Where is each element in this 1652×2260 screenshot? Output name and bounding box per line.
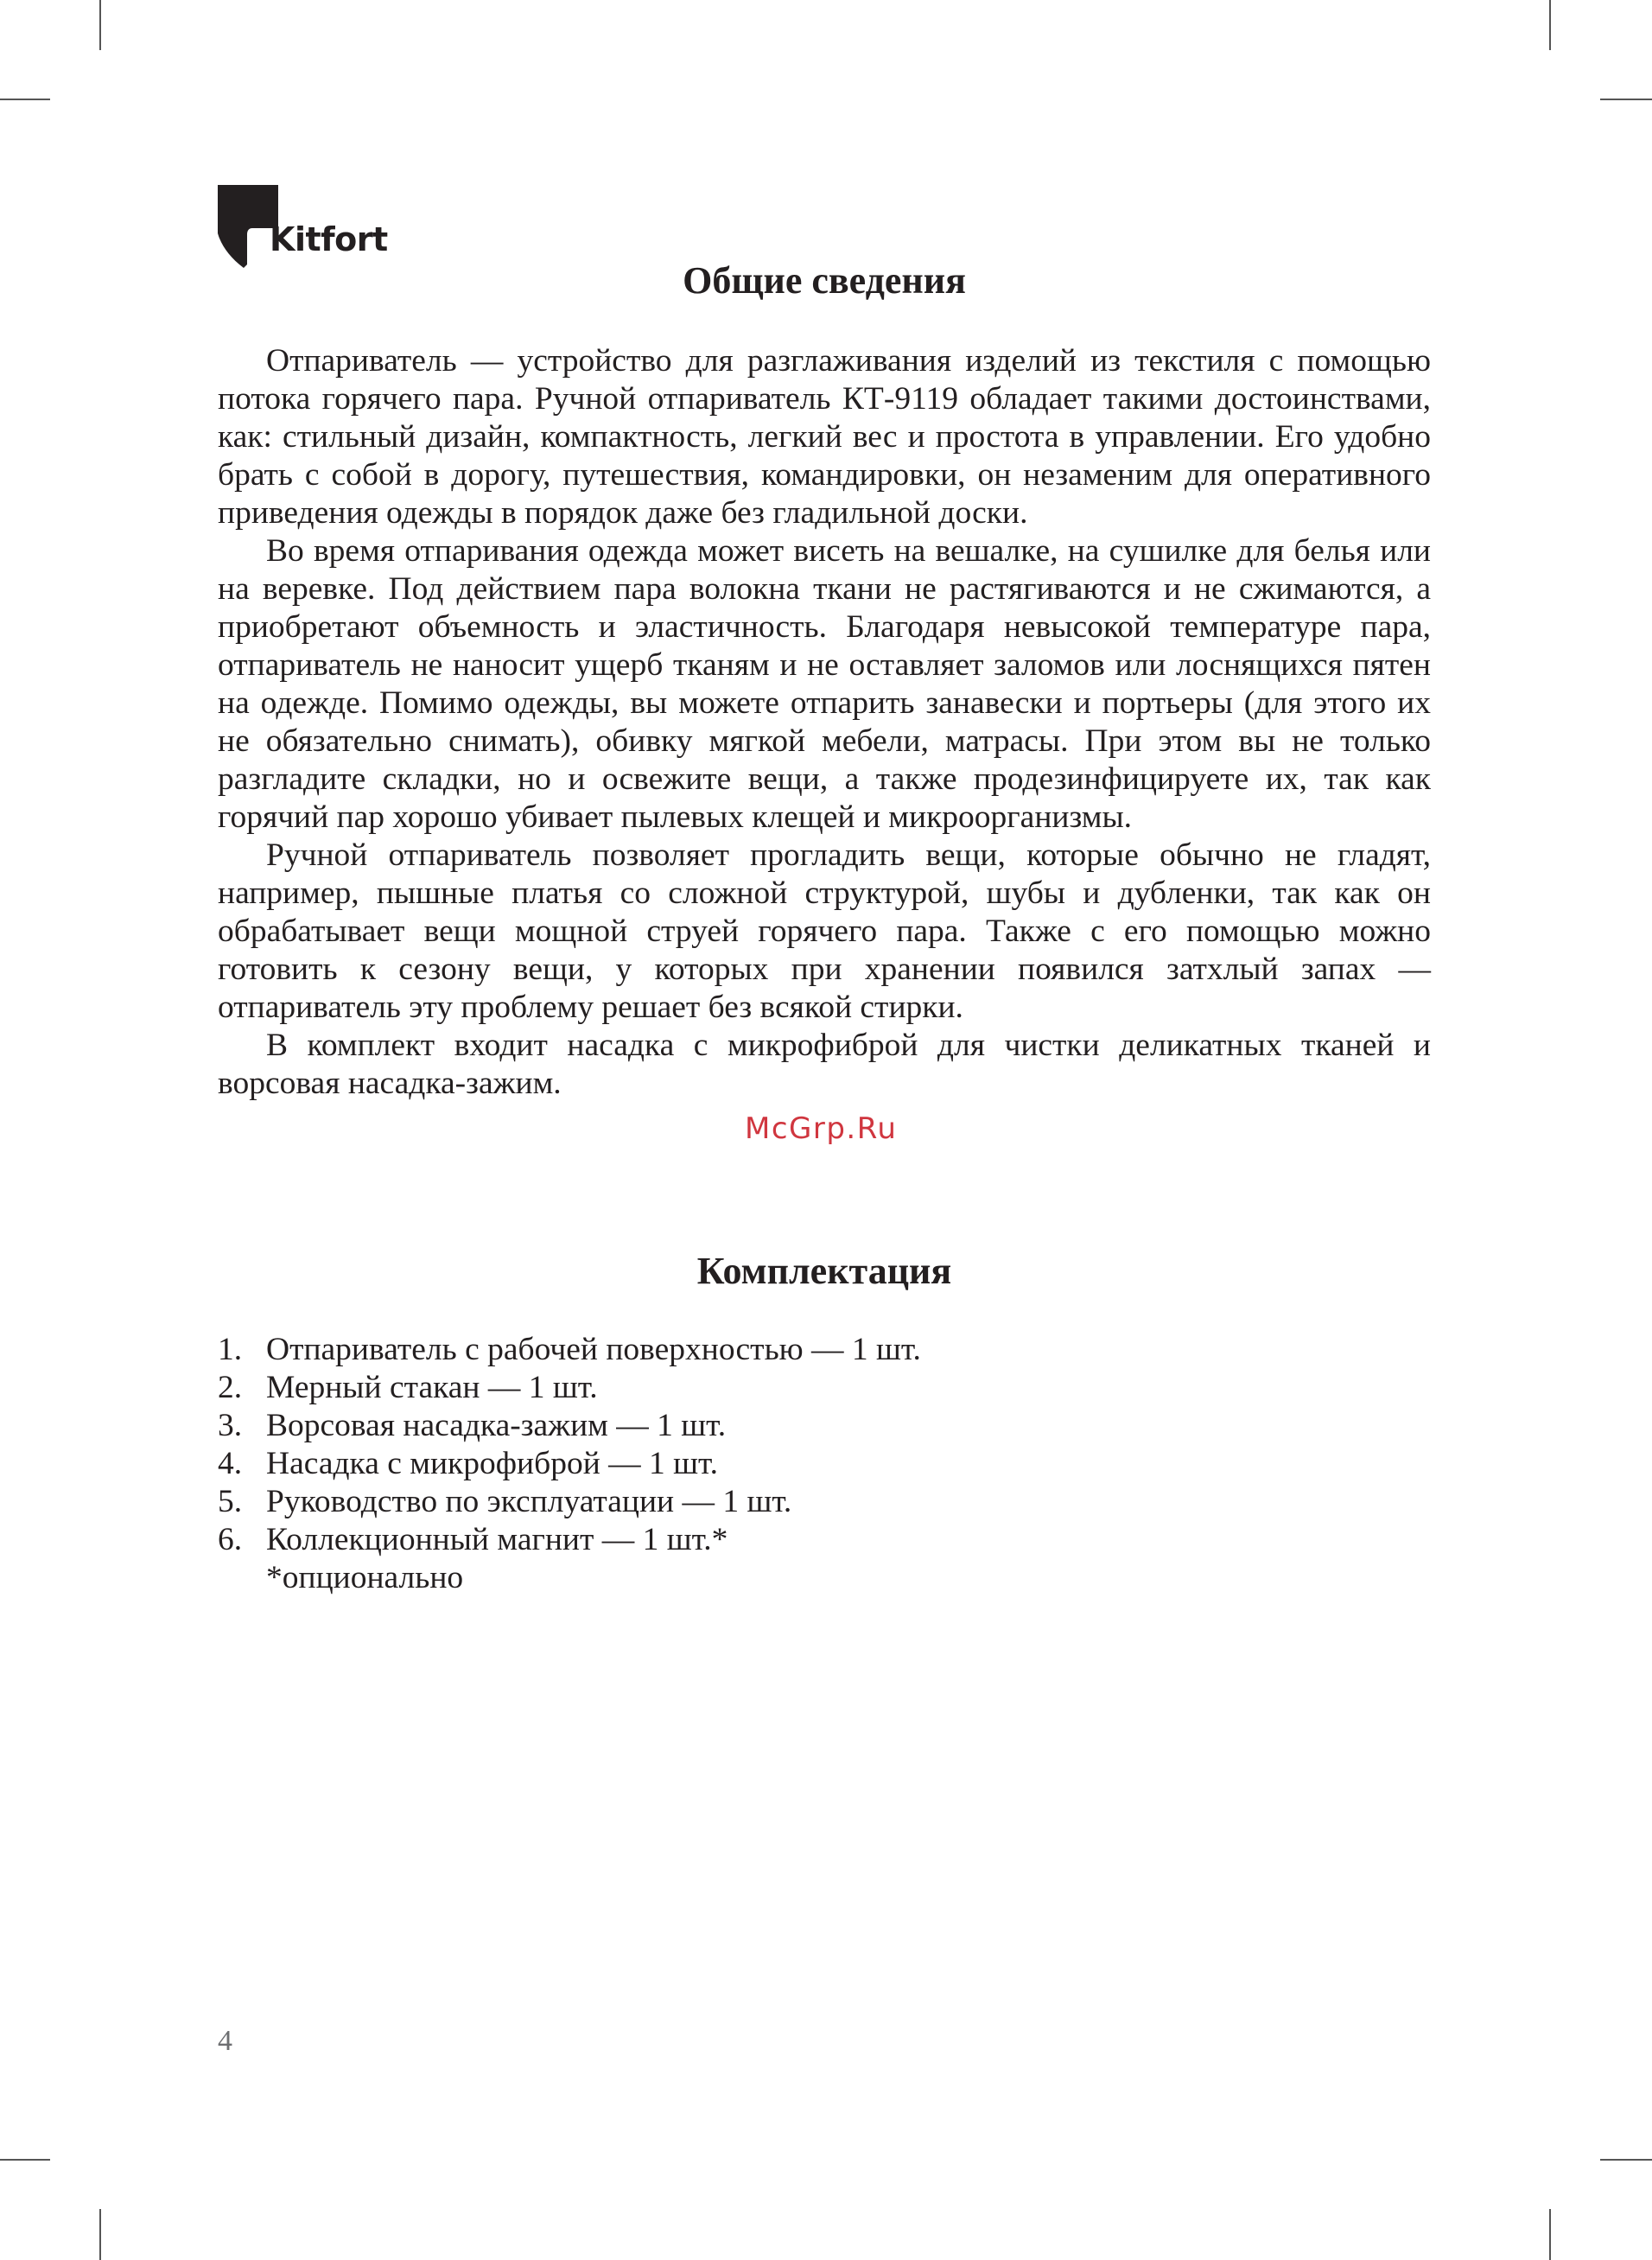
item-text: Руководство по эксплуатации — 1 шт. (266, 1484, 792, 1519)
paragraph: В комплект входит насадка с микрофиброй для чистки деликатных тканей и ворсовая насадка-зажим. (218, 1028, 1431, 1101)
item-number: 6. (218, 1522, 243, 1557)
item-number: 2. (218, 1370, 243, 1405)
item-number: 5. (218, 1484, 243, 1519)
paragraph: Отпариватель — устройство для разглаживания изделий из текстиля с помощью потока горячего пара. Ручной отпариватель КТ-9119 обладает такими достоинствами, как: стильный дизайн, компактность, легкий вес и простота в управлении. Его удобно брать с собой в дорогу, путешествия, командировки, он незаменим для оперативного приведения одежды в порядок даже без гладильной доски. (218, 343, 1431, 531)
list-item (218, 1407, 1082, 1445)
list-item (218, 1369, 1082, 1407)
section-title-general: Общие сведения (683, 259, 966, 302)
list-item (218, 1521, 1082, 1559)
item-number: 3. (218, 1408, 243, 1443)
item-text: Мерный стакан — 1 шт. (266, 1370, 598, 1405)
item-number: 4. (218, 1446, 243, 1481)
crop-mark (1600, 99, 1652, 100)
crop-mark (1549, 2209, 1551, 2260)
item-text: Коллекционный магнит — 1 шт.* (266, 1522, 728, 1557)
crop-mark (1549, 0, 1551, 50)
item-text: Отпариватель с рабочей поверхностью — 1 шт. (266, 1332, 921, 1367)
item-text: Ворсовая насадка-зажим — 1 шт. (266, 1408, 727, 1443)
paragraph: Во время отпаривания одежда может висеть на вешалке, на сушилке для белья или на веревке. Под действием пара волокна ткани не растягиваются и не сжимаются, а приобретают объемность и эластичность. Благодаря невысокой температуре пара, отпариватель не наносит ущерб тканям и не оставляет заломов или лоснящихся пятен на одежде. Помимо одежды, вы можете отпарить занавески и портьеры (для этого их не обязательно снимать), обивку мягкой мебели, матрасы. При этом вы не только разгладите складки, но и освежите вещи, а также продезинфицируете их, так как горячий пар хорошо убивает пылевых клещей и микроорганизмы. (218, 533, 1431, 835)
general-text (218, 342, 1431, 1103)
item-number: 1. (218, 1332, 243, 1367)
list-item (218, 1483, 1082, 1521)
list-item (218, 1331, 1082, 1369)
paragraph: Ручной отпариватель позволяет прогладить вещи, которые обычно не гладят, например, пышные платья со сложной структурой, шубы и дубленки, так как он обрабатывает вещи мощной струей горячего пара. Также с его помощью можно готовить к сезону вещи, у которых при хранении появился затхлый запах — отпариватель эту проблему решает без всякой стирки. (218, 837, 1431, 1025)
brand-logo (218, 185, 391, 271)
crop-mark (0, 99, 50, 100)
kit-list (218, 1331, 1082, 1559)
crop-mark (99, 0, 101, 50)
page-number: 4 (218, 2025, 232, 2057)
list-item (218, 1445, 1082, 1483)
optional-note: *опционально (266, 1560, 464, 1595)
brand-name: Kitfort (270, 220, 388, 258)
item-text: Насадка с микрофиброй — 1 шт. (266, 1446, 718, 1481)
watermark: McGrp.Ru (745, 1111, 898, 1146)
crop-mark (1600, 2159, 1652, 2161)
section-title-kit: Комплектация (696, 1250, 952, 1292)
crop-mark (99, 2209, 101, 2260)
crop-mark (0, 2159, 50, 2161)
